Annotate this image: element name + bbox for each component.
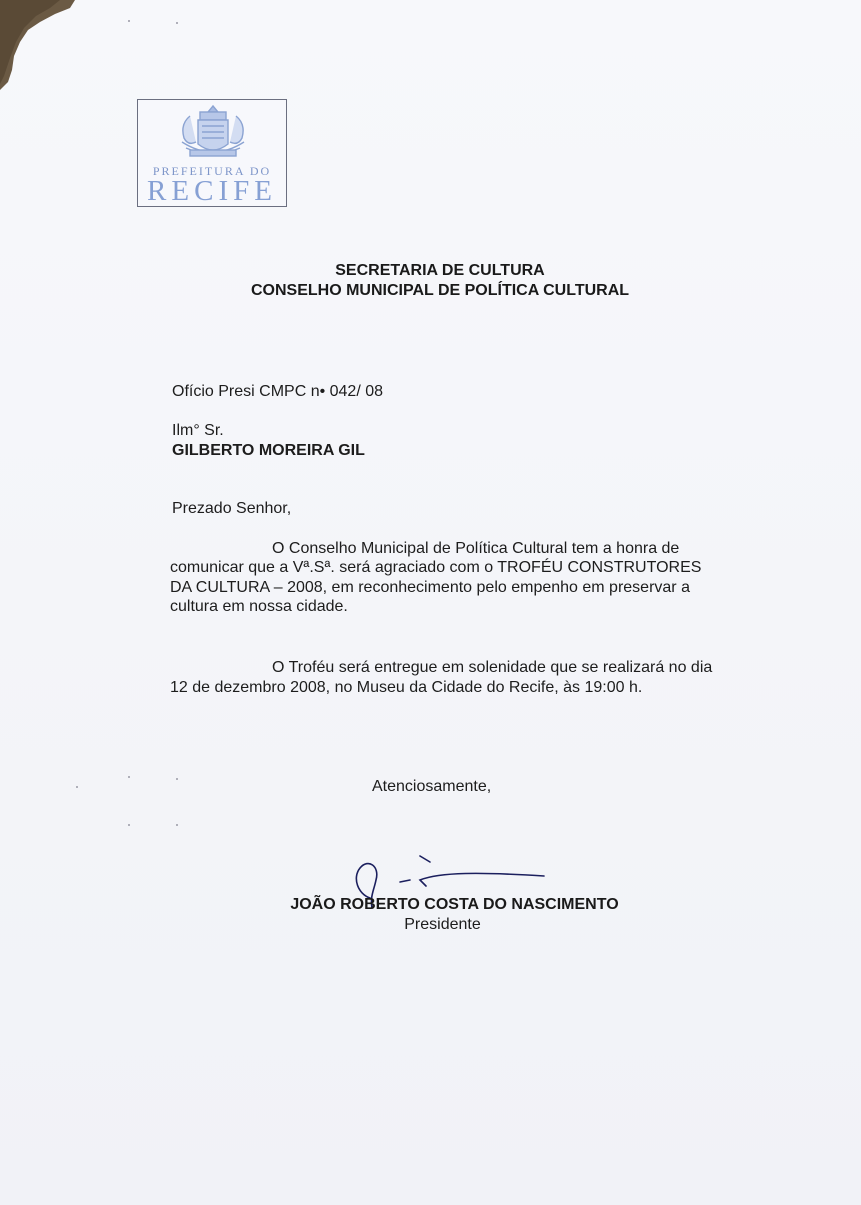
torn-corner-mark [0,0,80,90]
paragraph-line: DA CULTURA – 2008, em reconhecimento pelo empenho em preservar a [170,579,690,596]
paper-speck [128,20,130,22]
letter-header [0,261,861,301]
signer-title: Presidente [404,916,481,933]
reference-number: Ofício Presi CMPC n• 042/ 08 [172,383,384,400]
signer-name: JOÃO ROBERTO COSTA DO NASCIMENTO [290,896,619,913]
closing: Atenciosamente, [372,778,492,795]
paper-speck [128,776,130,778]
paragraph-line: 12 de dezembro 2008, no Museu da Cidade do Recife, às 19:00 h. [170,679,643,696]
paragraph-line: O Troféu será entregue em solenidade que se realizará no dia [272,659,713,676]
coat-of-arms-icon [168,102,258,164]
city-hall-logo [137,99,287,207]
logo-text-prefeitura: PREFEITURA DO [152,164,272,178]
header-department: SECRETARIA DE CULTURA [335,262,545,279]
paper-speck [128,824,130,826]
recipient-name: GILBERTO MOREIRA GIL [172,442,365,459]
paragraph-line: O Conselho Municipal de Política Cultural tem a honra de [272,540,680,557]
greeting: Prezado Senhor, [172,500,292,517]
paper-speck [176,824,178,826]
recipient-salutation: Ilm° Sr. [172,422,224,439]
header-council: CONSELHO MUNICIPAL DE POLÍTICA CULTURAL [250,282,630,299]
paragraph-line: cultura em nossa cidade. [170,598,348,615]
logo-text-recife: RECIFE [147,175,277,207]
paper-speck [176,778,178,780]
paper-speck [76,786,78,788]
paper-speck [176,22,178,24]
paragraph-line: comunicar que a Vª.Sª. será agraciado com o TROFÉU CONSTRUTORES [170,559,702,576]
